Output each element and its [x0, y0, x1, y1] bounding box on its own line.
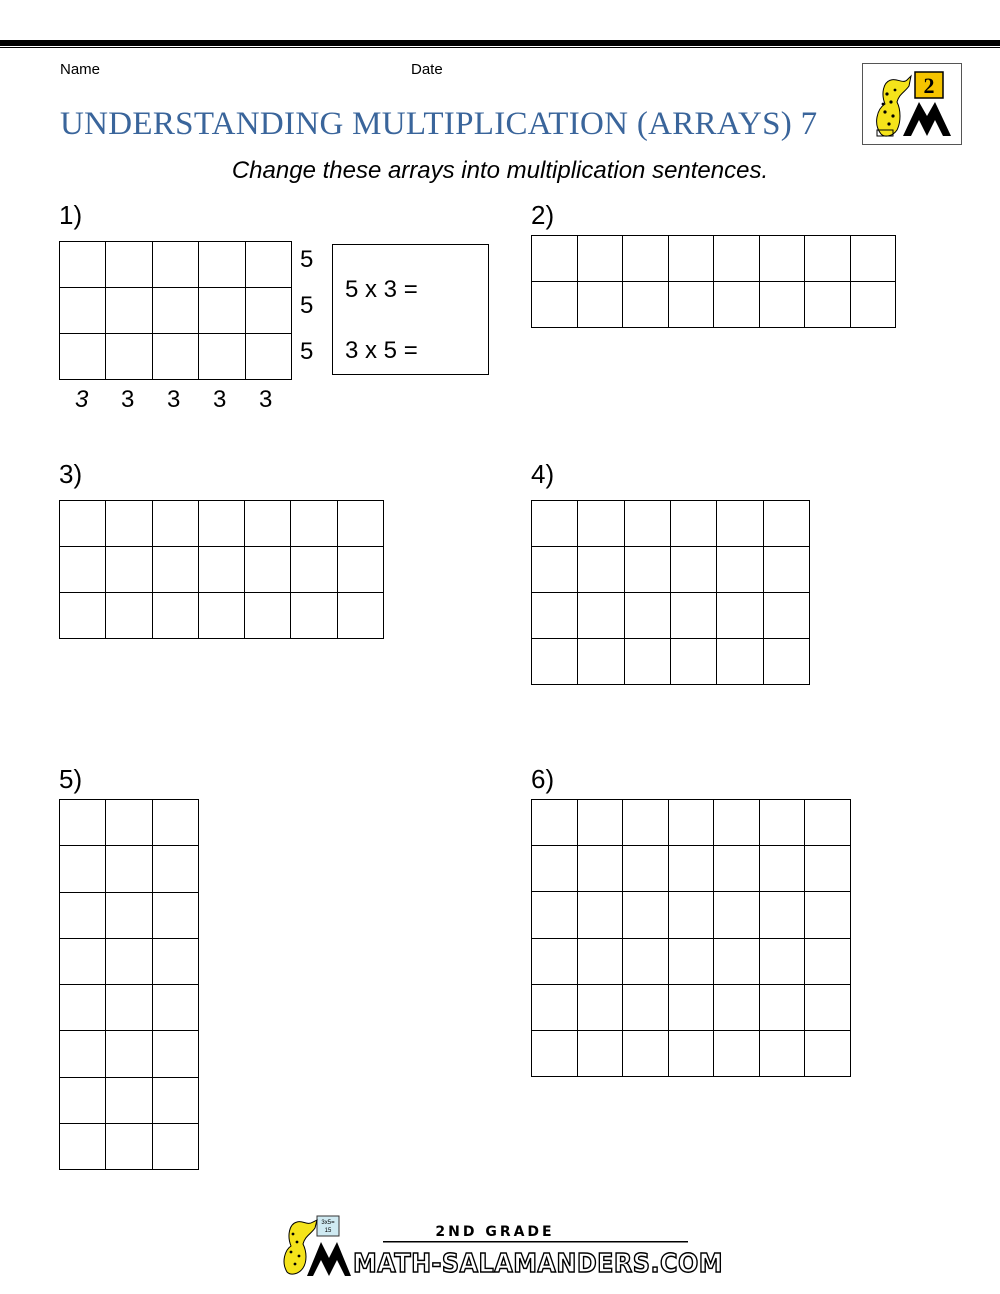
question-6-label: 6): [531, 764, 555, 794]
salamander-grade-logo-icon: [862, 63, 962, 145]
column-label: 3: [259, 386, 273, 413]
instructions: Change these arrays into multiplication sentences.: [231, 157, 769, 184]
row-label: 5: [300, 246, 314, 273]
date-label: Date: [411, 61, 443, 78]
array-grid-2: [531, 235, 896, 328]
array-grid-3: [59, 500, 384, 639]
row-label: 5: [300, 292, 314, 319]
column-label: 3: [167, 386, 181, 413]
array-grid-1: [59, 241, 292, 380]
array-grid-5: [59, 799, 199, 1170]
footer-logo: [275, 1210, 725, 1285]
question-4-label: 4): [531, 459, 555, 489]
top-rule-thin: [0, 47, 1000, 48]
question-2-label: 2): [531, 200, 555, 230]
array-grid-4: [531, 500, 810, 685]
question-1-label: 1): [59, 200, 83, 230]
example-sentence-1: 5 x 3 =: [345, 276, 418, 303]
array-grid-6: [531, 799, 851, 1077]
top-rule-thick: [0, 40, 1000, 46]
example-answer-box: [332, 244, 489, 375]
row-label: 5: [300, 338, 314, 365]
worksheet-title: UNDERSTANDING MULTIPLICATION (ARRAYS) 7: [60, 106, 818, 142]
footer-grade-text: 2ND GRADE: [435, 1224, 555, 1240]
example-sentence-2: 3 x 5 =: [345, 337, 418, 364]
name-label: Name: [60, 61, 101, 78]
question-5-label: 5): [59, 764, 83, 794]
question-3-label: 3): [59, 459, 83, 489]
svg-text:3x5=: 3x5=: [321, 1220, 335, 1226]
svg-text:15: 15: [324, 1228, 332, 1234]
grade-badge: 2: [923, 73, 935, 98]
column-label: 3: [121, 386, 135, 413]
column-label: 3: [75, 386, 89, 413]
column-label: 3: [213, 386, 227, 413]
footer-site-text: MATH-SALAMANDERS.COM: [353, 1249, 723, 1279]
